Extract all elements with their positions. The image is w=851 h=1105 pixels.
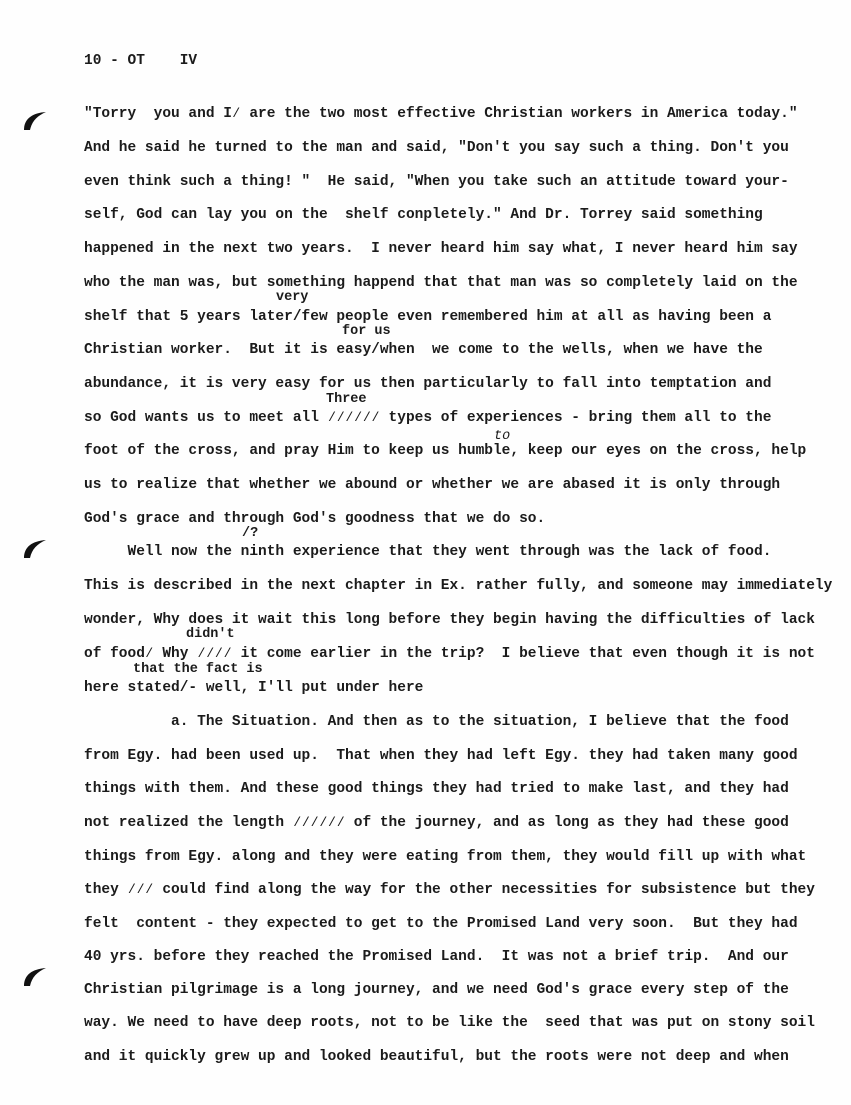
text-line: Well now the ninth experience that they went through was the lack of food. (84, 544, 772, 560)
text-line: self, God can lay you on the shelf conpletely." And Dr. Torrey said something (84, 207, 763, 223)
text-line: here stated/- well, I'll put under here (84, 680, 424, 696)
text-line: so God wants us to meet all ∕∕∕∕∕∕ types of experiences - bring them all to the (84, 410, 772, 426)
text-line: "Torry you and I∕ are the two most effective Christian workers in America today." (84, 106, 798, 122)
page-header: 10 - OT IV (84, 53, 198, 69)
text-line: wonder, Why does it wait this long before they begin having the difficulties of lack (84, 612, 815, 628)
text-line: who the man was, but something happend that that man was so completely laid on the (84, 275, 798, 291)
text-line: even think such a thing! " He said, "When you take such an attitude toward your- (84, 174, 789, 190)
text-line: And he said he turned to the man and said, "Don't you say such a thing. Don't you (84, 140, 789, 156)
text-line: felt content - they expected to get to the Promised Land very soon. But they had (84, 916, 798, 932)
text-line: not realized the length ∕∕∕∕∕∕ of the journey, and as long as they had these good (84, 815, 789, 831)
text-line: foot of the cross, and pray Him to keep us humble, keep our eyes on the cross, help (84, 443, 807, 459)
insertion-question: /? (242, 526, 259, 541)
text-line: a. The Situation. And then as to the situation, I believe that the food (84, 714, 789, 730)
text-line: things with them. And these good things they had tried to make last, and they had (84, 781, 789, 797)
insertion-very: very (276, 290, 309, 305)
binder-hole-mark-3-icon (22, 966, 48, 988)
text-line: Christian worker. But it is easy/when we come to the wells, when we have the (84, 342, 763, 358)
text-line: things from Egy. along and they were eating from them, they would fill up with what (84, 849, 807, 865)
text-line: happened in the next two years. I never heard him say what, I never heard him say (84, 241, 798, 257)
insertion-to: to (494, 429, 511, 444)
text-line: from Egy. had been used up. That when they had left Egy. they had taken many good (84, 748, 798, 764)
text-line: of food∕ Why ∕∕∕∕ it come earlier in the trip? I believe that even though it is not (84, 646, 815, 662)
insertion-that-the-fact-is: that the fact is (133, 662, 263, 677)
text-line: they ∕∕∕ could find along the way for the other necessities for subsistence but they (84, 882, 815, 898)
text-line: way. We need to have deep roots, not to be like the seed that was put on stony soil (84, 1015, 815, 1031)
binder-hole-mark-1-icon (22, 110, 48, 132)
binder-hole-mark-2-icon (22, 538, 48, 560)
text-line: shelf that 5 years later/few people even remembered him at all as having been a (84, 309, 772, 325)
text-line: and it quickly grew up and looked beautiful, but the roots were not deep and when (84, 1049, 789, 1065)
insertion-for-us: for us (342, 324, 391, 339)
text-line: 40 yrs. before they reached the Promised Land. It was not a brief trip. And our (84, 949, 789, 965)
insertion-didnt: didn't (186, 627, 235, 642)
insertion-three: Three (326, 392, 367, 407)
text-line: God's grace and through God's goodness that we do so. (84, 511, 546, 527)
text-line: This is described in the next chapter in Ex. rather fully, and someone may immediately (84, 578, 833, 594)
text-line: us to realize that whether we abound or whether we are abased it is only through (84, 477, 781, 493)
text-line: abundance, it is very easy for us then particularly to fall into temptation and (84, 376, 772, 392)
text-line: Christian pilgrimage is a long journey, and we need God's grace every step of the (84, 982, 789, 998)
